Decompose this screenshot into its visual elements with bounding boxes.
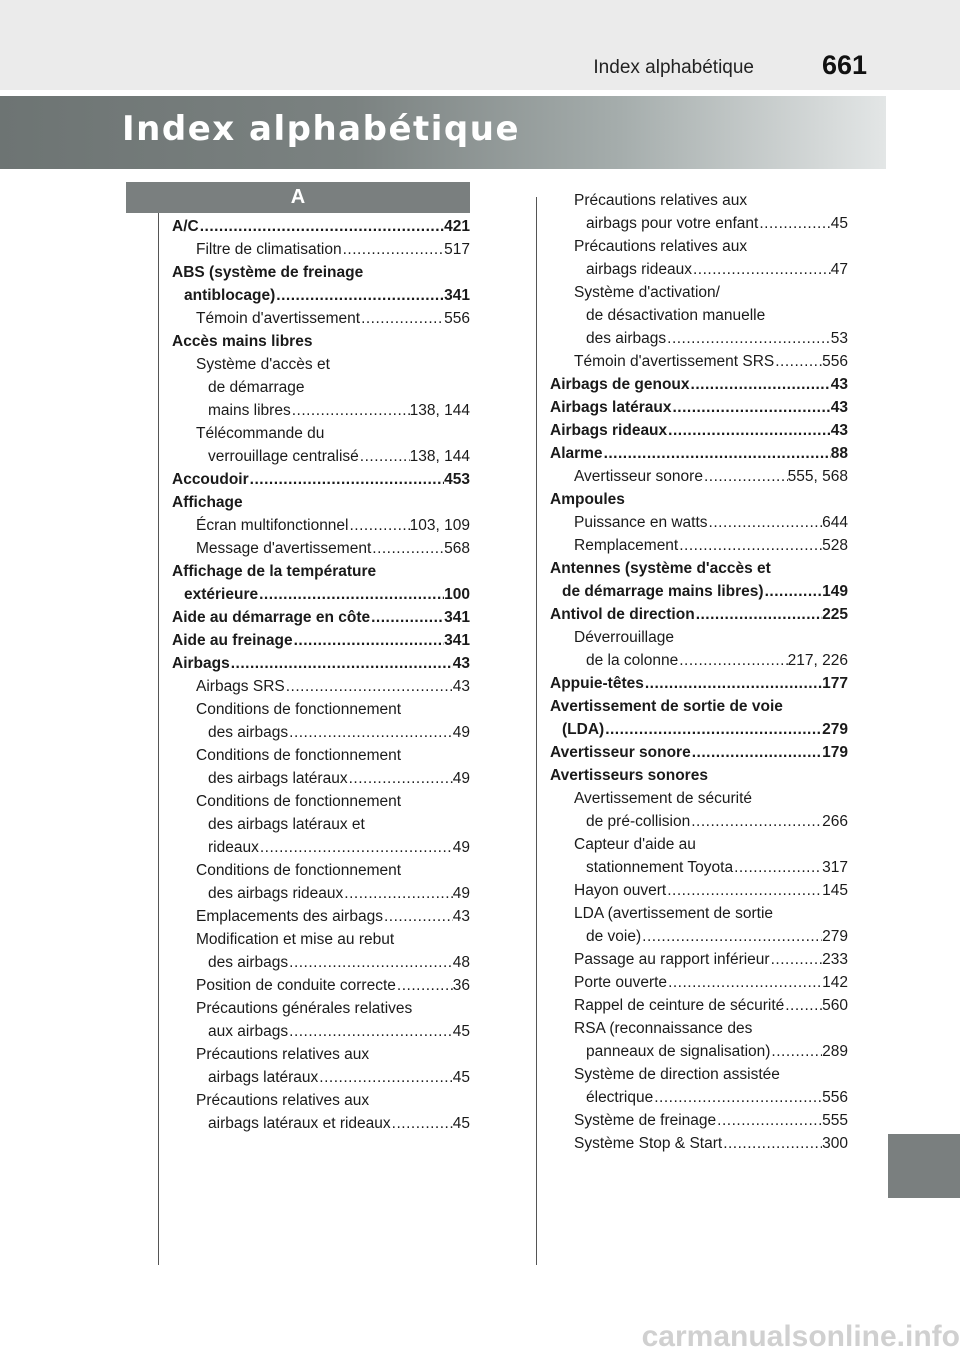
index-entry xyxy=(550,557,848,580)
index-entry xyxy=(172,951,470,974)
index-entry xyxy=(550,281,848,304)
index-entry xyxy=(550,1017,848,1040)
index-entry-term: Système d'activation/ xyxy=(574,284,720,301)
section-side-tab xyxy=(888,1134,960,1198)
index-entry-term: des airbags xyxy=(208,724,289,741)
index-entry-page[interactable]: 53 xyxy=(830,330,848,347)
index-entry-page[interactable]: 266 xyxy=(822,813,848,830)
index-entry xyxy=(550,672,848,695)
index-entry-page[interactable]: 233 xyxy=(822,951,848,968)
index-entry-term: Passage au rapport inférieur xyxy=(574,951,770,968)
index-entry xyxy=(550,1040,848,1063)
index-entry-term: Alarme xyxy=(550,445,603,462)
index-entry xyxy=(550,419,848,442)
index-entry xyxy=(550,212,848,235)
index-entry xyxy=(172,928,470,951)
dot-leader xyxy=(391,1112,453,1135)
index-entry-page[interactable]: 45 xyxy=(452,1069,470,1086)
dot-leader xyxy=(758,212,830,235)
dot-leader xyxy=(784,994,822,1017)
index-entry xyxy=(172,307,470,330)
index-entry xyxy=(550,235,848,258)
index-entry xyxy=(172,560,470,583)
index-entry-page[interactable]: 142 xyxy=(822,974,848,991)
index-entry-term: Hayon ouvert xyxy=(574,882,667,899)
index-entry xyxy=(172,1043,470,1066)
index-entry xyxy=(550,580,848,603)
dot-leader xyxy=(764,580,823,603)
index-entry-term: des airbags xyxy=(586,330,667,347)
dot-leader xyxy=(359,445,410,468)
index-entry-term: aux airbags xyxy=(208,1023,289,1040)
index-entry-page[interactable]: 453 xyxy=(444,471,470,488)
index-entry-term: panneaux de signalisation) xyxy=(586,1043,771,1060)
dot-leader xyxy=(708,511,823,534)
dot-leader xyxy=(678,534,822,557)
index-entry-page[interactable]: 43 xyxy=(452,655,470,672)
dot-leader xyxy=(603,442,831,465)
index-entry xyxy=(172,675,470,698)
index-entry-page[interactable]: 138, 144 xyxy=(409,448,470,465)
index-entry-term: de la colonne xyxy=(586,652,679,669)
index-entry-page[interactable]: 341 xyxy=(444,609,470,626)
index-entry xyxy=(550,373,848,396)
index-entry xyxy=(172,1089,470,1112)
index-entry-term: Système de direction assistée xyxy=(574,1066,780,1083)
dot-leader xyxy=(695,603,822,626)
index-entry-page[interactable]: 36 xyxy=(452,977,470,994)
index-entry xyxy=(172,261,470,284)
index-entry xyxy=(172,836,470,859)
index-entry xyxy=(172,399,470,422)
column-divider-left xyxy=(158,213,159,1265)
index-entry-term: Appuie-têtes xyxy=(550,675,644,692)
index-entry-page[interactable]: 179 xyxy=(822,744,848,761)
index-entry xyxy=(550,718,848,741)
dot-leader xyxy=(360,307,444,330)
index-entry xyxy=(550,626,848,649)
dot-leader xyxy=(259,836,453,859)
index-entry-page[interactable]: 317 xyxy=(822,859,848,876)
index-entry-term: stationnement Toyota xyxy=(586,859,734,876)
dot-leader xyxy=(291,399,410,422)
index-entry-page[interactable]: 560 xyxy=(822,997,848,1014)
index-entry-term: Emplacements des airbags xyxy=(196,908,383,925)
index-entry-term: des airbags rideaux xyxy=(208,885,344,902)
index-entry xyxy=(550,1109,848,1132)
index-entry-term: Aide au démarrage en côte xyxy=(172,609,371,626)
index-entry xyxy=(172,652,470,675)
index-entry xyxy=(550,1086,848,1109)
index-entry-term: Position de conduite correcte xyxy=(196,977,396,994)
index-entry xyxy=(550,810,848,833)
index-entry-term: airbags pour votre enfant xyxy=(586,215,759,232)
index-entry xyxy=(172,905,470,928)
index-entry-term: Écran multifonctionnel xyxy=(196,517,349,534)
index-entry xyxy=(172,813,470,836)
dot-leader xyxy=(396,974,453,997)
index-column-left xyxy=(172,215,470,1135)
index-entry-page[interactable]: 48 xyxy=(452,954,470,971)
index-entry-term: Porte ouverte xyxy=(574,974,668,991)
index-entry xyxy=(550,1063,848,1086)
index-entry-page[interactable]: 341 xyxy=(444,287,470,304)
index-entry-term: Précautions relatives aux xyxy=(574,192,748,209)
dot-leader xyxy=(690,373,831,396)
index-entry-page[interactable]: 149 xyxy=(822,583,848,600)
index-entry-term: airbags latéraux et rideaux xyxy=(208,1115,391,1132)
index-entry xyxy=(550,695,848,718)
title-bar xyxy=(0,96,886,169)
index-entry-page[interactable]: 49 xyxy=(452,770,470,787)
index-entry-term: Précautions relatives aux xyxy=(196,1092,370,1109)
index-entry-page[interactable]: 43 xyxy=(830,422,848,439)
dot-leader xyxy=(644,672,822,695)
index-entry-term: LDA (avertissement de sortie xyxy=(574,905,774,922)
index-entry-term: Airbags SRS xyxy=(196,678,285,695)
index-entry-term: Conditions de fonctionnement xyxy=(196,747,402,764)
index-entry xyxy=(550,787,848,810)
dot-leader xyxy=(666,327,831,350)
index-entry xyxy=(172,1020,470,1043)
index-entry-term: RSA (reconnaissance des xyxy=(574,1020,753,1037)
index-entry xyxy=(172,790,470,813)
dot-leader xyxy=(716,1109,822,1132)
index-entry xyxy=(550,189,848,212)
index-entry xyxy=(172,1112,470,1135)
index-entry xyxy=(172,353,470,376)
index-entry-page[interactable]: 517 xyxy=(444,241,470,258)
index-entry-page[interactable]: 528 xyxy=(822,537,848,554)
dot-leader xyxy=(288,1020,453,1043)
dot-leader xyxy=(230,652,453,675)
index-entry xyxy=(550,304,848,327)
index-entry-term: Puissance en watts xyxy=(574,514,708,531)
page-number: 661 xyxy=(822,50,868,80)
index-entry-term: Système Stop & Start xyxy=(574,1135,723,1152)
index-entry-page[interactable]: 300 xyxy=(822,1135,848,1152)
index-entry xyxy=(172,698,470,721)
index-entry-term: des airbags latéraux xyxy=(208,770,348,787)
index-entry xyxy=(550,741,848,764)
index-entry xyxy=(172,629,470,652)
index-entry xyxy=(550,258,848,281)
index-entry xyxy=(172,376,470,399)
index-entry xyxy=(550,442,848,465)
index-entry-term: de pré-collision xyxy=(586,813,691,830)
index-entry-page[interactable]: 138, 144 xyxy=(409,402,470,419)
index-entry-term: (LDA) xyxy=(562,721,605,738)
index-entry-page[interactable]: 103, 109 xyxy=(409,517,470,534)
index-entry-term: de désactivation manuelle xyxy=(586,307,766,324)
index-entry-page[interactable]: 43 xyxy=(830,376,848,393)
index-entry xyxy=(172,974,470,997)
index-entry xyxy=(172,284,470,307)
index-entry xyxy=(550,511,848,534)
dot-leader xyxy=(703,465,788,488)
index-entry-term: Avertissement de sortie de voie xyxy=(550,698,783,715)
index-entry-term: Télécommande du xyxy=(196,425,325,442)
index-entry-term: Aide au freinage xyxy=(172,632,293,649)
index-entry-term: Déverrouillage xyxy=(574,629,674,646)
index-entry-term: extérieure xyxy=(184,586,259,603)
index-entry-term: Accoudoir xyxy=(172,471,249,488)
index-entry xyxy=(550,649,848,672)
watermark-text: carmanualsonline.info xyxy=(641,1320,960,1353)
dot-leader xyxy=(690,810,822,833)
index-entry-term: Accès mains libres xyxy=(172,333,313,350)
index-entry-term: Affichage de la température xyxy=(172,563,377,580)
index-entry xyxy=(550,396,848,419)
index-entry-term: Ampoules xyxy=(550,491,625,508)
index-entry-term: Précautions générales relatives xyxy=(196,1000,413,1017)
index-entry xyxy=(550,534,848,557)
dot-leader xyxy=(641,925,822,948)
index-entry-page[interactable]: 421 xyxy=(444,218,470,235)
index-entry-page[interactable]: 225 xyxy=(822,606,848,623)
index-entry xyxy=(550,879,848,902)
index-entry-term: Affichage xyxy=(172,494,243,511)
index-entry xyxy=(172,859,470,882)
index-entry-page[interactable]: 49 xyxy=(452,885,470,902)
index-entry xyxy=(172,606,470,629)
index-entry-term: Conditions de fonctionnement xyxy=(196,862,402,879)
index-entry-page[interactable]: 556 xyxy=(444,310,470,327)
index-entry xyxy=(550,948,848,971)
index-entry-term: mains libres xyxy=(208,402,291,419)
index-entry-page[interactable]: 100 xyxy=(444,586,470,603)
dot-leader xyxy=(733,856,822,879)
index-entry xyxy=(172,583,470,606)
index-entry xyxy=(172,215,470,238)
dot-leader xyxy=(770,1040,822,1063)
index-entry xyxy=(172,537,470,560)
index-entry-term: Système de freinage xyxy=(574,1112,717,1129)
index-entry-term: Précautions relatives aux xyxy=(196,1046,370,1063)
index-entry xyxy=(550,465,848,488)
index-entry-page[interactable]: 145 xyxy=(822,882,848,899)
index-entry xyxy=(550,1132,848,1155)
dot-leader xyxy=(604,718,822,741)
index-entry xyxy=(172,721,470,744)
index-entry xyxy=(172,445,470,468)
dot-leader xyxy=(318,1066,452,1089)
index-entry xyxy=(172,514,470,537)
index-entry-term: de voie) xyxy=(586,928,642,945)
index-entry xyxy=(550,994,848,1017)
index-entry-term: airbags latéraux xyxy=(208,1069,319,1086)
dot-leader xyxy=(349,514,410,537)
dot-leader xyxy=(667,419,831,442)
index-entry xyxy=(172,422,470,445)
index-entry-page[interactable]: 289 xyxy=(822,1043,848,1060)
index-entry-term: des airbags latéraux et xyxy=(208,816,365,833)
index-entry-page[interactable]: 555, 568 xyxy=(787,468,848,485)
dot-leader xyxy=(671,396,830,419)
index-entry-term: Avertissement de sécurité xyxy=(574,790,753,807)
index-entry xyxy=(550,925,848,948)
index-entry-term: Témoin d'avertissement xyxy=(196,310,361,327)
index-entry xyxy=(172,997,470,1020)
dot-leader xyxy=(770,948,823,971)
index-entry xyxy=(172,238,470,261)
dot-leader xyxy=(722,1132,822,1155)
index-entry-page[interactable]: 644 xyxy=(822,514,848,531)
index-entry-term: Avertisseur sonore xyxy=(550,744,691,761)
dot-leader xyxy=(692,258,831,281)
dot-leader xyxy=(653,1086,822,1109)
index-entry xyxy=(550,603,848,626)
index-entry-page[interactable]: 49 xyxy=(452,724,470,741)
index-entry-page[interactable]: 556 xyxy=(822,353,848,370)
column-divider-right xyxy=(536,197,537,1265)
index-entry-term: Rappel de ceinture de sécurité xyxy=(574,997,785,1014)
index-entry-page[interactable]: 217, 226 xyxy=(787,652,848,669)
dot-leader xyxy=(678,649,787,672)
index-entry-term: de démarrage mains libres) xyxy=(562,583,764,600)
index-entry-term: Antennes (système d'accès et xyxy=(550,560,771,577)
index-entry-term: Remplacement xyxy=(574,537,679,554)
index-entry-term: Airbags xyxy=(172,655,230,672)
dot-leader xyxy=(774,350,822,373)
index-entry xyxy=(172,767,470,790)
running-header-title: Index alphabétique xyxy=(593,57,754,78)
index-entry xyxy=(550,764,848,787)
index-entry-page[interactable]: 43 xyxy=(830,399,848,416)
index-entry-term: airbags rideaux xyxy=(586,261,692,278)
index-entry-term: des airbags xyxy=(208,954,289,971)
dot-leader xyxy=(293,629,445,652)
dot-leader xyxy=(667,971,822,994)
index-entry-term: Capteur d'aide au xyxy=(574,836,696,853)
index-entry-term: Airbags rideaux xyxy=(550,422,668,439)
index-entry xyxy=(550,327,848,350)
dot-leader xyxy=(371,537,444,560)
index-entry xyxy=(172,744,470,767)
index-entry-term: Filtre de climatisation xyxy=(196,241,342,258)
index-entry-term: Conditions de fonctionnement xyxy=(196,793,402,810)
dot-leader xyxy=(249,468,444,491)
index-entry xyxy=(550,488,848,511)
index-entry-term: Précautions relatives aux xyxy=(574,238,748,255)
index-entry-term: électrique xyxy=(586,1089,654,1106)
index-entry-page[interactable]: 279 xyxy=(822,928,848,945)
index-entry-page[interactable]: 45 xyxy=(452,1023,470,1040)
index-entry xyxy=(550,350,848,373)
page-header-band xyxy=(0,0,960,90)
index-entry xyxy=(550,971,848,994)
index-entry-page[interactable]: 45 xyxy=(452,1115,470,1132)
index-entry-page[interactable]: 568 xyxy=(444,540,470,557)
index-entry-term: Message d'avertissement xyxy=(196,540,372,557)
index-entry-page[interactable]: 556 xyxy=(822,1089,848,1106)
index-entry xyxy=(550,856,848,879)
index-entry-term: verrouillage centralisé xyxy=(208,448,359,465)
index-column-right xyxy=(550,189,848,1155)
dot-leader xyxy=(370,606,444,629)
dot-leader xyxy=(288,951,453,974)
dot-leader xyxy=(275,284,444,307)
index-entry-term: Modification et mise au rebut xyxy=(196,931,395,948)
index-entry-term: de démarrage xyxy=(208,379,305,396)
dot-leader xyxy=(288,721,453,744)
dot-leader xyxy=(343,882,452,905)
index-entry xyxy=(172,491,470,514)
index-entry-term: Antivol de direction xyxy=(550,606,695,623)
index-entry xyxy=(550,833,848,856)
dot-leader xyxy=(691,741,822,764)
dot-leader xyxy=(348,767,453,790)
index-entry-term: Système d'accès et xyxy=(196,356,330,373)
index-entry-term: Avertisseurs sonores xyxy=(550,767,708,784)
index-entry-page[interactable]: 341 xyxy=(444,632,470,649)
index-entry xyxy=(550,902,848,925)
index-entry-page[interactable]: 177 xyxy=(822,675,848,692)
dot-leader xyxy=(342,238,445,261)
dot-leader xyxy=(666,879,822,902)
index-entry-term: antiblocage) xyxy=(184,287,276,304)
page-title: Index alphabétique xyxy=(122,109,521,149)
index-entry xyxy=(172,468,470,491)
index-entry-term: ABS (système de freinage xyxy=(172,264,364,281)
index-entry xyxy=(172,330,470,353)
index-entry-page[interactable]: 88 xyxy=(830,445,848,462)
index-entry-term: Conditions de fonctionnement xyxy=(196,701,402,718)
index-entry-page[interactable]: 43 xyxy=(452,908,470,925)
index-entry-term: rideaux xyxy=(208,839,259,856)
index-entry xyxy=(172,882,470,905)
dot-leader xyxy=(199,215,444,238)
index-entry-term: A/C xyxy=(172,218,199,235)
dot-leader xyxy=(285,675,453,698)
index-entry-page[interactable]: 47 xyxy=(830,261,848,278)
index-entry-page[interactable]: 279 xyxy=(822,721,848,738)
section-letter-header xyxy=(126,182,470,213)
index-entry-page[interactable]: 43 xyxy=(452,678,470,695)
index-entry-term: Témoin d'avertissement SRS xyxy=(574,353,775,370)
index-entry-page[interactable]: 49 xyxy=(452,839,470,856)
index-entry-page[interactable]: 555 xyxy=(822,1112,848,1129)
index-entry-term: Airbags latéraux xyxy=(550,399,672,416)
index-entry-term: Avertisseur sonore xyxy=(574,468,703,485)
index-entry-page[interactable]: 45 xyxy=(830,215,848,232)
section-letter: A xyxy=(290,186,306,208)
dot-leader xyxy=(258,583,444,606)
dot-leader xyxy=(383,905,453,928)
index-entry xyxy=(172,1066,470,1089)
index-entry-term: Airbags de genoux xyxy=(550,376,690,393)
